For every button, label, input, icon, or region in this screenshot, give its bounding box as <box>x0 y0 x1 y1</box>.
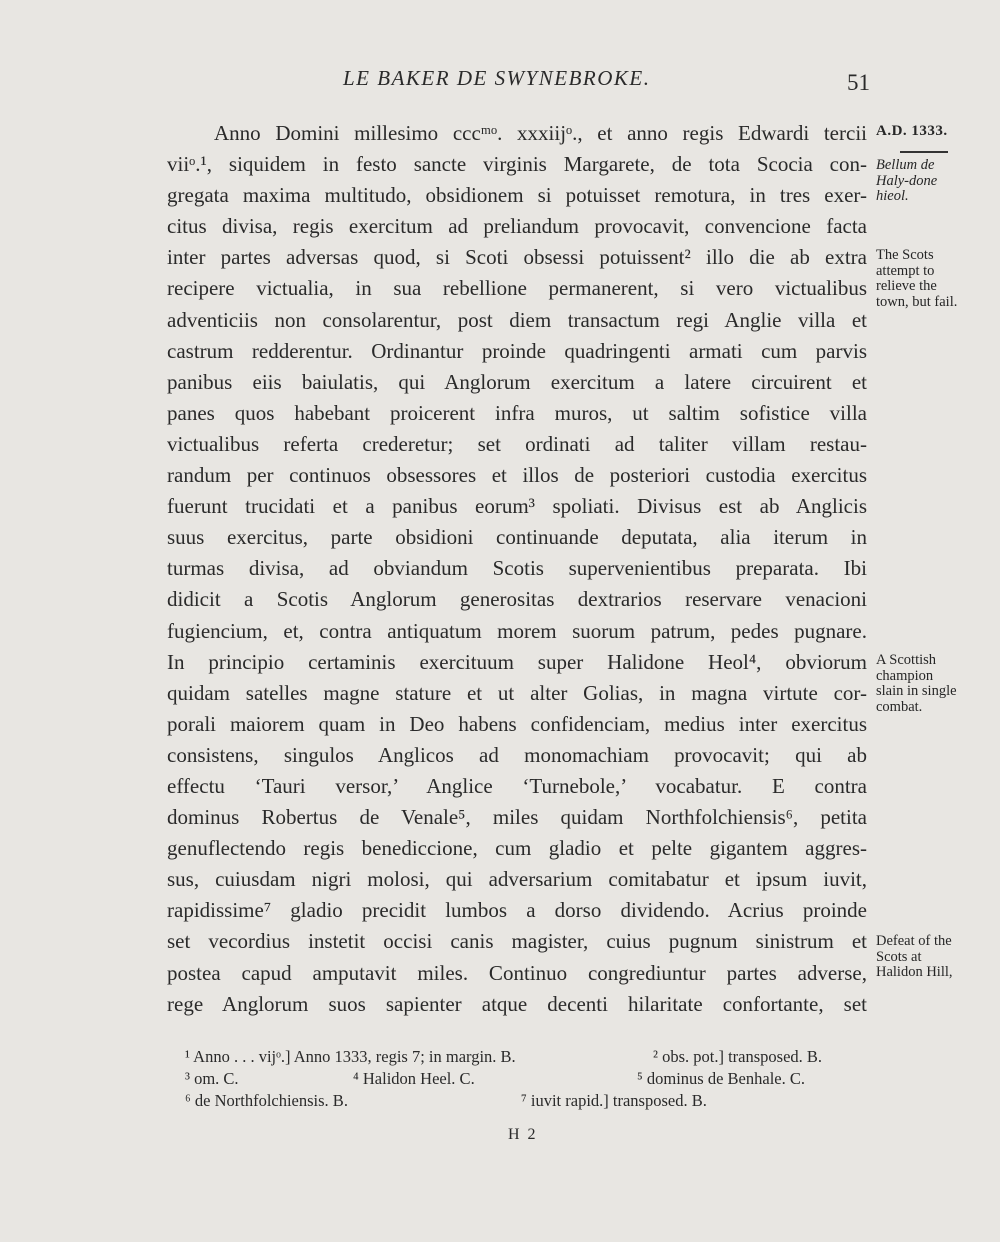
text-line: castrum redderentur. Ordinantur proinde quadringenti armati cum parvis <box>167 338 867 363</box>
footnote-1: ¹ Anno . . . vijᵒ.] Anno 1333, regis 7; in margin. B. <box>185 1047 516 1066</box>
sidenote-defeat: Defeat of the Scots at Halidon Hill, <box>876 933 953 980</box>
text-line: consistens, singulos Anglicos ad monomachiam provocavit; qui ab <box>167 742 867 767</box>
text-line: didicit a Scotis Anglorum generositas dextrarios reservare venacioni <box>167 587 867 612</box>
footnote-2: ² obs. pot.] transposed. B. <box>653 1047 823 1066</box>
text-line: adventiciis non consolarentur, post diem transactum regi Anglie villa et <box>167 307 867 332</box>
sidenote-year: A.D. 1333. <box>876 123 948 139</box>
text-line: gregata maxima multitudo, obsidionem si potuisset remotura, in tres exer- <box>167 183 867 208</box>
footnote-row <box>185 1046 875 1068</box>
text-line: set vecordius instetit occisi canis magister, cuius pugnum sinistrum et <box>167 929 867 954</box>
text-line: panes quos habebant proicerent infra muros, ut saltim sofistice villa <box>167 400 867 425</box>
text-line: In principio certaminis exercituum super Halidone Heol⁴, obviorum <box>167 649 867 674</box>
text-line: genuflectendo regis benediccione, cum gladio et pelte gigantem aggres- <box>167 836 867 861</box>
sidenote-bellum: Bellum de Haly-done hieol. <box>876 157 938 204</box>
text-line: porali maiorem quam in Deo habens confidenciam, medius inter exercitus <box>167 711 867 736</box>
text-line: rege Anglorum suos sapienter atque decenti hilaritate confortante, set <box>167 991 867 1016</box>
page-number: 51 <box>847 70 870 95</box>
text-line: rapidissime⁷ gladio precidit lumbos a dorso dividendo. Acrius proinde <box>167 898 867 923</box>
footnote-row <box>185 1068 875 1090</box>
main-text-block <box>167 118 867 1020</box>
running-header-title: LE BAKER DE SWYNEBROKE. <box>343 66 651 90</box>
text-line: recipere victualia, in sua rebellione permanerent, si vero victualibus <box>167 276 867 301</box>
sidenote-rule <box>900 151 948 153</box>
text-line: dominus Robertus de Venale⁵, miles quidam Northfolchiensis⁶, petita <box>167 805 867 830</box>
text-line: viiᵒ.¹, siquidem in festo sancte virginis Margarete, de tota Scocia con- <box>167 152 867 177</box>
text-line: suus exercitus, parte obsidioni continuande deputata, alia iterum in <box>167 525 867 550</box>
text-line: turmas divisa, ad obviandum Scotis supervenientibus preparata. Ibi <box>167 556 867 581</box>
text-line: fuerunt trucidati et a panibus eorum³ spoliati. Divisus est ab Anglicis <box>167 494 867 519</box>
text-line: citus divisa, regis exercitum ad preliandum provocavit, convencione facta <box>167 214 867 239</box>
footnotes <box>185 1046 875 1112</box>
printer-signature-mark: H 2 <box>508 1126 538 1143</box>
footnote-7: ⁷ iuvit rapid.] transposed. B. <box>521 1091 707 1110</box>
footnote-3: ³ om. C. <box>185 1069 239 1088</box>
text-line: quidam satelles magne stature et ut alter Golias, in magna virtute cor- <box>167 680 867 705</box>
footnote-row <box>185 1090 875 1112</box>
footnote-4: ⁴ Halidon Heel. C. <box>353 1069 475 1088</box>
text-line: Anno Domini millesimo cccᵐᵒ. xxxiijᵒ., et anno regis Edwardi tercii <box>214 121 867 145</box>
text-line: effectu ‘Tauri versor,’ Anglice ‘Turnebole,’ vocabatur. E contra <box>167 773 867 798</box>
text-line: randum per continuos obsessores et illos de posteriori custodia exercitus <box>167 463 867 488</box>
text-line: fugiencium, et, contra antiquatum morem suorum patrum, pedes pugnare. <box>167 618 867 643</box>
footnote-5: ⁵ dominus de Benhale. C. <box>637 1069 805 1088</box>
sidenote-scots-attempt: The Scots attempt to relieve the town, but fail. <box>876 247 958 310</box>
text-line: sus, cuiusdam nigri molosi, qui adversarium comitabatur et ipsum iuvit, <box>167 867 867 892</box>
sidenote-champion: A Scottish champion slain in single combat. <box>876 652 957 715</box>
text-line: postea capud amputavit miles. Continuo congrediuntur partes adverse, <box>167 960 867 985</box>
text-line: panibus eiis baiulatis, qui Anglorum exercitum a latere circuirent et <box>167 369 867 394</box>
footnote-6: ⁶ de Northfolchiensis. B. <box>185 1091 348 1110</box>
text-line: inter partes adversas quod, si Scoti obsessi potuissent² illo die ab extra <box>167 245 867 270</box>
text-line: victualibus referta crederetur; set ordinati ad taliter villam restau- <box>167 431 867 456</box>
